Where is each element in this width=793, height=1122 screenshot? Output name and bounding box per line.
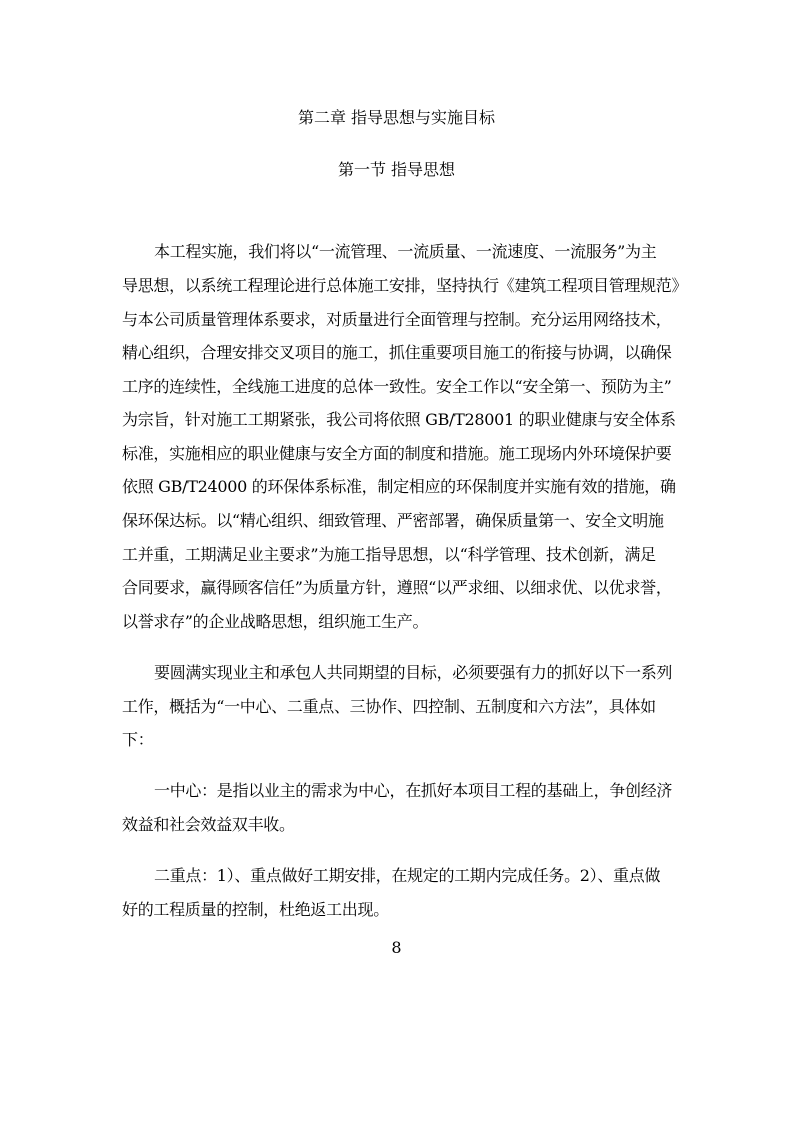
paragraph-line: 工并重，工期满足业主要求”为施工指导思想，以“科学管理、技术创新，满足 (122, 545, 656, 564)
paragraph-line: 保环保达标。以“精心组织、细致管理、严密部署，确保质量第一、安全文明施 (122, 511, 664, 530)
paragraph-line: 下： (122, 730, 154, 749)
section-title: 第一节 指导思想 (337, 160, 456, 179)
paragraph-line: 标准，实施相应的职业健康与安全方面的制度和措施。施工现场内外环境保护要 (122, 444, 672, 463)
paragraph-line: 导思想，以系统工程理论进行总体施工安排，坚持执行《建筑工程项目管理规范》 (122, 276, 688, 295)
paragraph-line: 合同要求，赢得顾客信任”为质量方针，遵照“以严求细、以细求优、以优求誉， (122, 578, 672, 597)
paragraph-line: 二重点：1）、重点做好工期安排，在规定的工期内完成任务。2）、重点做 (154, 866, 661, 885)
paragraph-line: 好的工程质量的控制，杜绝返工出现。 (122, 900, 389, 919)
paragraph-line: 以誉求存”的企业战略思想，组织施工生产。 (122, 612, 429, 631)
paragraph-line: 效益和社会效益双丰收。 (122, 815, 295, 834)
chapter-title: 第二章 指导思想与实施目标 (297, 108, 496, 127)
paragraph-line: 依照 GB/T24000 的环保体系标准，制定相应的环保制度并实施有效的措施，确 (122, 477, 676, 496)
paragraph-line: 为宗旨，针对施工工期紧张，我公司将依照 GB/T28001 的职业健康与安全体系 (122, 410, 676, 429)
paragraph-line: 工作，概括为“一中心、二重点、三协作、四控制、五制度和六方法”，具体如 (122, 697, 656, 716)
paragraph-line: 与本公司质量管理体系要求，对质量进行全面管理与控制。充分运用网络技术， (122, 310, 672, 329)
paragraph-line: 一中心：是指以业主的需求为中心，在抓好本项目工程的基础上，争创经济 (154, 781, 673, 800)
page-number: 8 (391, 938, 402, 957)
paragraph-line: 工序的连续性，全线施工进度的总体一致性。安全工作以“安全第一、预防为主” (122, 377, 672, 396)
paragraph-line: 精心组织，合理安排交叉项目的施工，抓住重要项目施工的衔接与协调，以确保 (122, 343, 672, 362)
paragraph-line: 要圆满实现业主和承包人共同期望的目标，必须要强有力的抓好以下一系列 (154, 663, 673, 682)
paragraph-line: 本工程实施，我们将以“一流管理、一流质量、一流速度、一流服务”为主 (154, 242, 657, 261)
